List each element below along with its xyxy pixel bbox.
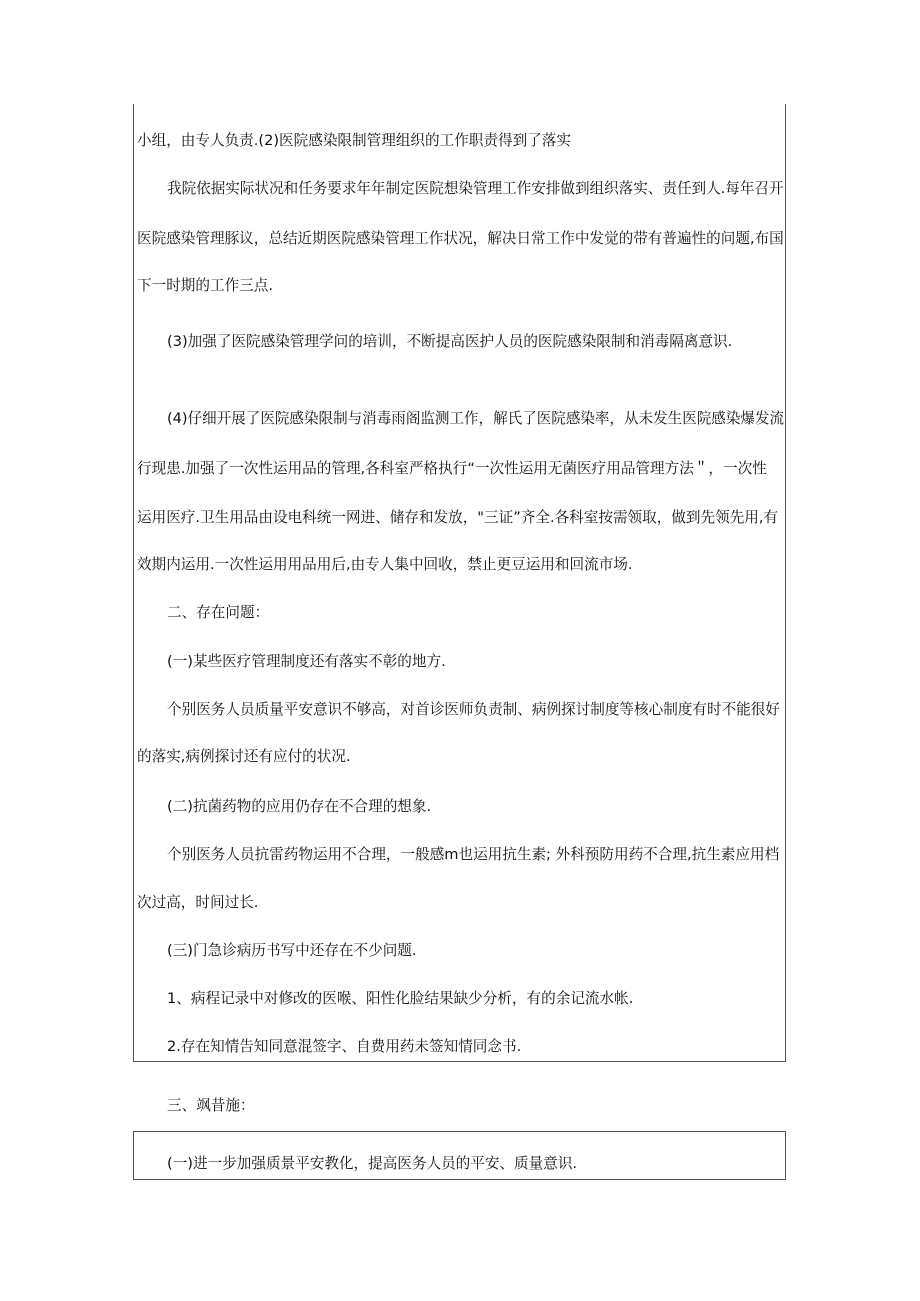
text-line: 我院依据实际状况和任务要求年年制定医院想染管理工作安排做到组织落实、责任到人.每年召开	[167, 180, 784, 197]
text-line: (一)进一步加强质景平安教化，提高医务人员的平安、质量意识.	[167, 1155, 578, 1172]
text-line: 次过高，时间过长.	[137, 894, 259, 911]
text-line: 1、病程记录中对修改的医喉、阳性化脸结果缺少分析，有的余记流水帐.	[167, 990, 634, 1007]
text-line: (三)门急诊病历书写中还存在不少问题.	[167, 942, 417, 959]
text-line: 的落实,病例探讨还有应付的状况.	[137, 748, 351, 765]
text-line: 小组，由专人负责.(2)医院感染限制管理组织的工作职责得到了落实	[137, 132, 571, 149]
text-line: (二)抗菌药物的应用仍存在不合理的想象.	[167, 798, 432, 815]
text-line: 医院感染管理豚议，总结近期医院感染管理工作状况，解决日常工作中发觉的带有普遍性的问题,布国	[137, 230, 784, 247]
text-line: 行现患.加强了一次性运用品的管理,各科室严格执行“一次性运用无菌医疗用品管理方法＂，一次性	[137, 460, 767, 477]
text-line: 个别医务人员质量平安意识不够高，对首诊医师负责制、病例探讨制度等核心制度有时不能很好	[167, 701, 780, 718]
text-line: (4)仔细开展了医院感染限制与消毒雨阁监测工作，解氏了医院感染率，从未发生医院感染爆发流	[167, 410, 785, 427]
text-line: (一)某些医疗管理制度还有落实不彰的地方.	[167, 653, 446, 670]
section-heading: 三、飒昔施：	[167, 1097, 255, 1114]
text-line: 下一时期的工作三点.	[137, 277, 273, 294]
text-line: 个别医务人员抗雷药物运用不合理，一般感m也运用抗生素; 外科预防用药不合理,抗生素应用档	[167, 846, 780, 863]
section-heading: 二、存在问题：	[167, 604, 270, 621]
text-line: 效期内运用.一次性运用用品用后,由专人集中回收，禁止更豆运用和回流市场.	[137, 556, 633, 573]
text-line: (3)加强了医院感染管理学问的培训，不断提高医护人员的医院感染限制和消毒隔离意识.	[167, 333, 733, 350]
text-line: 运用医疗.卫生用品由设电科统一网进、储存和发放，"三证”齐全.各科室按需领取，做到先领先用,有	[137, 509, 779, 526]
text-line: 2.存在知情告知同意混签字、自费用药未签知情同念书.	[167, 1038, 522, 1055]
